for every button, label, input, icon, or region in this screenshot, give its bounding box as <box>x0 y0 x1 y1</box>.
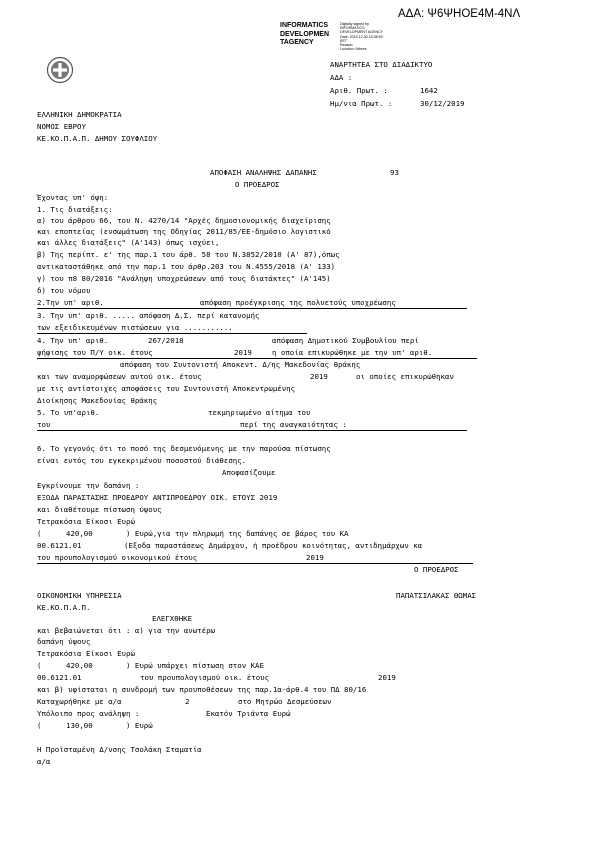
finance-department: ΟΙΚΟΝΟΜΙΚΗ ΥΠΗΡΕΣΙΑ <box>37 591 122 600</box>
signature-line: Date: 2019.12.30 15:38:59 <box>340 34 383 39</box>
president-name: ΠΑΠΑΤΣΙΛΑΚΑΣ ΘΩΜΑΣ <box>396 591 477 600</box>
decision-number: 93 <box>390 168 399 177</box>
body-line: ) Ευρώ,για την πληρωμή της δαπάνης σε βάρος του ΚΑ <box>126 529 349 538</box>
body-line: με τις αντίστοιχες αποφάσεις του Συντονιστή Αποκεντρωμένης <box>37 384 296 393</box>
amount-in-words: Τετρακόσια Είκοσι Ευρώ <box>37 517 135 526</box>
protocol-date-label: Ημ/νια Πρωτ. : <box>330 99 393 108</box>
body-line: και εποπτείας (ενσωμάτωση της Οδηγίας 2011/85/ΕΕ-δημόσιο λογιστικό <box>37 227 331 236</box>
underline <box>37 430 467 431</box>
body-line: περί της αναγκαιότητας : <box>240 420 347 429</box>
issuer-country: ΕΛΛΗΝΙΚΗ ΔΗΜΟΚΡΑΤΙΑ <box>37 110 122 119</box>
greek-emblem-icon <box>46 56 74 84</box>
body-line: η οποία επικυρώθηκε με την υπ' αριθ. <box>272 348 433 357</box>
body-line: τεκμηριωμένο αίτημα του <box>208 408 311 417</box>
body-line: ψήφισης του Π/Υ οικ. έτους <box>37 348 153 357</box>
body-line: ( <box>37 529 42 538</box>
signature-line: DEVELOPMENT AGENCY <box>340 30 384 35</box>
ada-code: ΑΔΑ: Ψ6ΨΗΟΕ4Μ-4ΝΛ <box>398 8 521 20</box>
body-line: του προυπολογισμού οικονομικού έτους <box>37 553 198 562</box>
decision-heading: Αποφασίζουμε <box>222 468 276 477</box>
bottom-line: 2019 <box>378 673 396 682</box>
bottom-line: και βεβαιώνεται ότι : α) για την ανωτέρω <box>37 626 215 635</box>
bottom-line: του προυπολογισμού οικ. έτους <box>140 673 270 682</box>
registry-number: 2 <box>185 697 190 706</box>
posting-notice: ΑΝΑΡΤΗΤΕΑ ΣΤΟ ΔΙΑΔΙΚΤΥΟ <box>330 60 433 69</box>
agency-logo-line-1: INFORMATICS <box>280 22 329 29</box>
agency-logo-line-2: DEVELOPMEN <box>280 30 330 38</box>
bottom-line: Καταχωρήθηκε με α/α <box>37 697 122 706</box>
agency-logo-line-3: TAGENCY <box>280 39 314 46</box>
remaining-amount: 130,00 <box>66 721 93 730</box>
body-line: 2019 <box>306 553 324 562</box>
underline <box>37 358 477 359</box>
signature-line: Reason: <box>340 43 354 48</box>
bottom-amount: 420,00 <box>66 661 93 670</box>
body-line: δ) του νόμου <box>37 286 91 295</box>
body-line: και διαθέτουμε πίστωση ύψους <box>37 505 162 514</box>
amount-value: 420,00 <box>66 529 93 538</box>
issuer-prefecture: ΝΟΜΟΣ ΕΒΡΟΥ <box>37 122 86 131</box>
body-line: 2019 <box>234 348 252 357</box>
signature-line: Location: Athens <box>340 47 367 52</box>
body-line: απόφαση προέγκρισης της πολυετούς υποχρέωσης <box>200 298 396 307</box>
underline <box>37 333 307 334</box>
agency-logo-text <box>280 22 329 48</box>
body-line: 1. Τις διατάξεις: <box>37 205 113 214</box>
remaining-in-words: Εκατόν Τριάντα Ευρώ <box>206 709 291 718</box>
bottom-line: στο Μητρώο Δεσμεύσεων <box>238 697 332 706</box>
body-line: και των αναμορφώσεων αυτού οικ. έτους <box>37 372 202 381</box>
body-line: απόφαση Δημοτικού Συμβουλίου περί <box>272 336 419 345</box>
signature-line: EET <box>340 38 347 43</box>
body-line: Διοίκησης Μακεδονίας θράκης <box>37 396 158 405</box>
body-line: β) Της περίπτ. ε' της παρ.1 του άρθ. 58 του Ν.3852/2010 (Α' 87),όπως <box>37 250 340 259</box>
body-line: Έχοντας υπ' όψη: <box>37 193 109 202</box>
body-line: (Εξοδα παραστάσεως Δημάρχου, ή προέδρου κοινότητας, αντιδημάρχων κα <box>124 541 423 550</box>
body-line: οι οποίες επικυρώθηκαν <box>356 372 454 381</box>
body-line: 2.Την υπ' αριθ. <box>37 298 104 307</box>
body-line: Εγκρίνουμε την δαπάνη : <box>37 481 140 490</box>
bottom-line: ) Ευρώ υπάρχει πίστωση στον ΚΑΕ <box>126 661 264 670</box>
bottom-line: ( <box>37 721 42 730</box>
signatory-title: Ο ΠΡΟΕΔΡΟΣ <box>414 565 459 574</box>
body-line: γ) του π8 80/2016 "Ανάληψη υποχρεώσεων από τους διατάκτες" (Α'145) <box>37 274 331 283</box>
signature-line: Digitally signed by <box>340 22 369 26</box>
bottom-line: δαπάνη ύψους <box>37 637 91 646</box>
issuer-organization: ΚΕ.ΚΟ.Π.Α.Π. ΔΗΜΟΥ ΣΟΥΦΛΙΟΥ <box>37 134 158 143</box>
body-line: 3. Την υπ' αριθ. ..... απόφαση Δ.Σ. περί κατανομής <box>37 311 260 320</box>
bottom-line: α/α <box>37 757 51 766</box>
budget-code: 00.6121.01 <box>37 541 82 550</box>
body-line: 4. Την υπ' αριθ. <box>37 336 109 345</box>
body-line: των εξειδικευμένων πιστώσεων για ........... <box>37 323 233 332</box>
decision-title: ΑΠΟΦΑΣΗ ΑΝΑΛΗΨΗΣ ΔΑΠΑΝΗΣ <box>210 168 317 177</box>
underline <box>37 308 467 309</box>
body-line: είναι εντός του εγκεκριμένου ποσοστού διάθεσης. <box>37 456 247 465</box>
bottom-budget-code: 00.6121.01 <box>37 673 82 682</box>
protocol-date: 30/12/2019 <box>420 99 465 108</box>
body-line: 2019 <box>310 372 328 381</box>
protocol-label: Αριθ. Πρωτ. : <box>330 86 388 95</box>
protocol-number: 1642 <box>420 86 438 95</box>
bottom-line: ΚΕ.ΚΟ.Π.Α.Π. <box>37 603 91 612</box>
department-head: Η Προϊσταμένη Δ/νσης Τσολάκη Σταματία <box>37 745 202 754</box>
body-line: και άλλες διατάξεις" (Α'143) όπως ισχύει, <box>37 238 220 247</box>
ada-label: ΑΔΑ : <box>330 73 353 82</box>
bottom-line: ) Ευρώ <box>126 721 153 730</box>
bottom-line: ( <box>37 661 42 670</box>
decision-issuer: Ο ΠΡΟΕΔΡΟΣ <box>235 180 280 189</box>
body-line: 267/2018 <box>148 336 184 345</box>
bottom-line: Υπόλοιπο προς ανάληψη : <box>37 709 140 718</box>
body-line: του <box>37 420 51 429</box>
body-line: αντικαταστάθηκε από την παρ.1 του άρθρ.203 του Ν.4555/2018 (Α' 133) <box>37 262 336 271</box>
digital-signature-stamp <box>340 22 383 51</box>
body-line: 5. Το υπ'αριθ. <box>37 408 100 417</box>
body-line: α) του άρθρου 66, του Ν. 4270/14 "Αρχές δημοσιονομικής διαχείρισης <box>37 216 331 225</box>
checked-heading: ΕΛΕΓΧΘΗΚΕ <box>152 614 193 623</box>
bottom-line: και β) υφίσταται η συνδρομή των προυποθέσεων της παρ.1α-άρθ.4 του ΠΔ 80/16 <box>37 685 367 694</box>
body-line: 6. Το γεγονός ότι το ποσό της δεσμευόμενης με την παρούσα πίστωσης <box>37 444 331 453</box>
expense-description: ΕΞΟΔΑ ΠΑΡΑΣΤΑΣΗΣ ΠΡΟΕΔΡΟΥ ΑΝΤΙΠΡΟΕΔΡΟΥ ΟΙΚ. ΕΤΟΥΣ 2019 <box>37 493 278 502</box>
signature-line: INFORMATICS <box>340 26 365 31</box>
underline <box>37 563 473 564</box>
bottom-line: Τετρακόσια Είκοσι Ευρώ <box>37 649 135 658</box>
body-line: απόφαση του Συντονιστή Αποκεντ. Δ/ης Μακεδονίας θράκης <box>120 360 361 369</box>
